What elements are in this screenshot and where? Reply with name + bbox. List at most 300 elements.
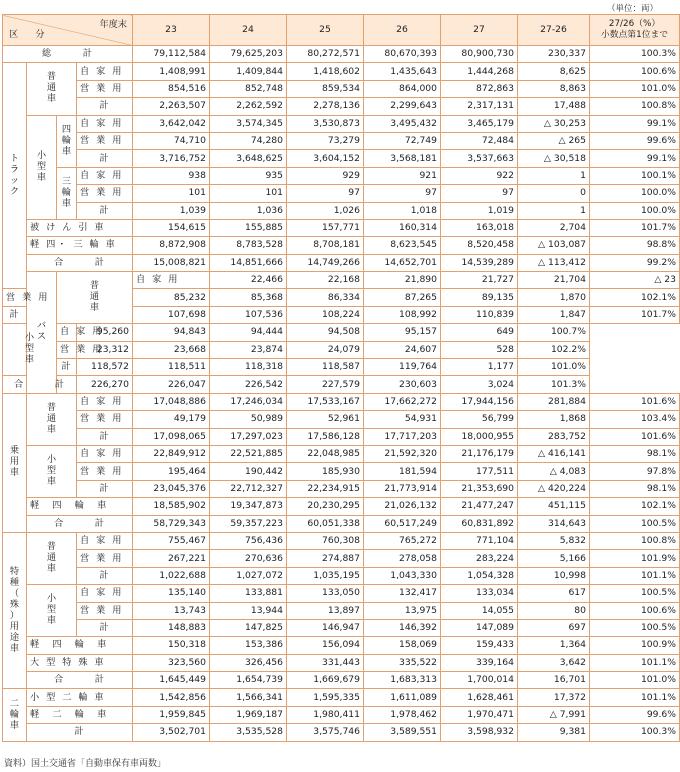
header-year: 23 bbox=[133, 15, 210, 46]
table-row bbox=[3, 167, 680, 184]
ratio-cell: 101.6% bbox=[590, 393, 680, 410]
value-cell: 153,386 bbox=[210, 637, 287, 654]
value-cell: 17,098,065 bbox=[133, 428, 210, 445]
value-cell: 14,652,701 bbox=[364, 254, 441, 271]
value-cell: 22,048,985 bbox=[287, 445, 364, 462]
value-cell: 872,863 bbox=[441, 80, 518, 97]
value-cell: 1,039 bbox=[133, 202, 210, 219]
value-cell: 85,368 bbox=[210, 289, 287, 306]
table-row bbox=[3, 237, 680, 254]
value-cell: 326,456 bbox=[210, 654, 287, 671]
value-cell: 190,442 bbox=[210, 463, 287, 480]
value-cell: 147,089 bbox=[441, 619, 518, 636]
sub-label: 小 型 車 bbox=[24, 332, 35, 366]
sub-label: 普 通 車 bbox=[46, 71, 57, 105]
vehicle-count-table bbox=[2, 14, 680, 742]
ratio-cell: 101.9% bbox=[590, 550, 680, 567]
sub-kogata bbox=[27, 445, 77, 497]
value-cell: 60,517,249 bbox=[364, 515, 441, 532]
value-cell: 765,272 bbox=[364, 532, 441, 549]
diff-cell: 17,372 bbox=[518, 689, 590, 706]
value-cell: 1,035,195 bbox=[287, 567, 364, 584]
value-cell: 227,579 bbox=[287, 376, 364, 393]
value-cell: 52,961 bbox=[287, 411, 364, 428]
value-cell: 921 bbox=[364, 167, 441, 184]
value-cell: 1,980,411 bbox=[287, 706, 364, 723]
table-row bbox=[3, 428, 680, 445]
value-cell: 158,069 bbox=[364, 637, 441, 654]
diff-cell: 17,488 bbox=[518, 98, 590, 115]
value-cell: 118,587 bbox=[287, 359, 364, 376]
table-row bbox=[3, 115, 680, 132]
diff-cell: 1,177 bbox=[441, 359, 518, 376]
value-cell: 1,969,187 bbox=[210, 706, 287, 723]
value-cell: 85,232 bbox=[133, 289, 210, 306]
value-cell: 154,615 bbox=[133, 219, 210, 236]
value-cell: 155,885 bbox=[210, 219, 287, 236]
header-row bbox=[3, 15, 680, 46]
row-label: 計 bbox=[77, 428, 133, 445]
table-row bbox=[3, 637, 680, 654]
diff-cell: 314,643 bbox=[518, 515, 590, 532]
value-cell: 226,542 bbox=[210, 376, 287, 393]
diff-cell: 1,870 bbox=[518, 289, 590, 306]
table-row bbox=[3, 654, 680, 671]
value-cell: 72,484 bbox=[441, 132, 518, 149]
value-cell: 148,883 bbox=[133, 619, 210, 636]
value-cell: 101 bbox=[133, 185, 210, 202]
value-cell: 163,018 bbox=[441, 219, 518, 236]
table-row bbox=[3, 445, 680, 462]
value-cell: 922 bbox=[441, 167, 518, 184]
value-cell: 20,230,295 bbox=[287, 498, 364, 515]
row-label: 自 家 用 bbox=[77, 445, 133, 462]
value-cell: 54,931 bbox=[364, 411, 441, 428]
value-cell: 854,516 bbox=[133, 80, 210, 97]
value-cell: 95,260 bbox=[77, 324, 133, 341]
value-cell: 21,026,132 bbox=[364, 498, 441, 515]
value-cell: 1,669,679 bbox=[287, 672, 364, 689]
value-cell: 1,036 bbox=[210, 202, 287, 219]
value-cell: 133,881 bbox=[210, 585, 287, 602]
value-cell: 150,318 bbox=[133, 637, 210, 654]
value-cell: 15,008,821 bbox=[133, 254, 210, 271]
value-cell: 760,308 bbox=[287, 532, 364, 549]
value-cell: 3,642,042 bbox=[133, 115, 210, 132]
value-cell: 17,533,167 bbox=[287, 393, 364, 410]
row-label: 自 家 用 bbox=[57, 324, 77, 341]
value-cell: 60,051,338 bbox=[287, 515, 364, 532]
diff-cell: 8,625 bbox=[518, 63, 590, 80]
value-cell: 1,418,602 bbox=[287, 63, 364, 80]
diff-cell: 281,884 bbox=[518, 393, 590, 410]
value-cell: 3,502,701 bbox=[133, 724, 210, 741]
value-cell: 323,560 bbox=[133, 654, 210, 671]
ratio-cell: 98.1% bbox=[590, 480, 680, 497]
row-label: 計 bbox=[3, 306, 27, 323]
value-cell: 226,270 bbox=[77, 376, 133, 393]
value-cell: 22,168 bbox=[287, 272, 364, 289]
diff-cell: 3,642 bbox=[518, 654, 590, 671]
ratio-cell: 101.7% bbox=[590, 219, 680, 236]
value-cell: 21,773,914 bbox=[364, 480, 441, 497]
diff-cell: 9,381 bbox=[518, 724, 590, 741]
table-row bbox=[3, 324, 680, 341]
table-row bbox=[3, 219, 680, 236]
diff-cell: 1,847 bbox=[518, 306, 590, 323]
header-diff: 27-26 bbox=[518, 15, 590, 46]
row-label: 計 bbox=[77, 619, 133, 636]
row-label: 大 型 特 殊 車 bbox=[27, 654, 133, 671]
value-cell: 1,019 bbox=[441, 202, 518, 219]
value-cell: 118,318 bbox=[210, 359, 287, 376]
value-cell: 118,572 bbox=[77, 359, 133, 376]
header-year: 27 bbox=[441, 15, 518, 46]
value-cell: 771,104 bbox=[441, 532, 518, 549]
value-cell: 3,648,625 bbox=[210, 150, 287, 167]
value-cell: 14,851,666 bbox=[210, 254, 287, 271]
row-label: 自 家 用 bbox=[77, 393, 133, 410]
row-label: 被 け ん 引 車 bbox=[27, 219, 133, 236]
value-cell: 938 bbox=[133, 167, 210, 184]
value-cell: 3,574,345 bbox=[210, 115, 287, 132]
value-cell: 14,055 bbox=[441, 602, 518, 619]
value-cell: 94,444 bbox=[210, 324, 287, 341]
value-cell: 1,054,328 bbox=[441, 567, 518, 584]
sub-sanrin bbox=[57, 167, 77, 219]
value-cell: 2,317,131 bbox=[441, 98, 518, 115]
header-ratio-line1: 27/26（%） bbox=[608, 19, 661, 29]
ratio-cell: 100.5% bbox=[590, 585, 680, 602]
row-label: 計 bbox=[27, 724, 133, 741]
diff-cell: 5,166 bbox=[518, 550, 590, 567]
value-cell: 8,520,458 bbox=[441, 237, 518, 254]
value-cell: 3,589,551 bbox=[364, 724, 441, 741]
unit-note: （単位：両） bbox=[606, 4, 658, 14]
value-cell: 13,743 bbox=[133, 602, 210, 619]
group-label: 特 種 （ 殊 ） 用 途 車 bbox=[9, 565, 20, 654]
value-cell: 1,026 bbox=[287, 202, 364, 219]
sub-yonrin bbox=[57, 115, 77, 167]
diff-cell: △ 7,991 bbox=[518, 706, 590, 723]
value-cell: 23,874 bbox=[210, 341, 287, 358]
ratio-cell: 99.1% bbox=[590, 150, 680, 167]
diff-cell: 697 bbox=[518, 619, 590, 636]
ratio-cell: 101.0% bbox=[590, 80, 680, 97]
sub-label: 小 型 車 bbox=[36, 149, 47, 183]
value-cell: 21,727 bbox=[441, 272, 518, 289]
table-row bbox=[3, 480, 680, 497]
row-label: 軽 四 輪 車 bbox=[27, 498, 133, 515]
table-row bbox=[3, 585, 680, 602]
ratio-cell: 100.3% bbox=[590, 46, 680, 63]
value-cell: 21,477,247 bbox=[441, 498, 518, 515]
value-cell: 79,625,203 bbox=[210, 46, 287, 63]
sub-kogata bbox=[27, 115, 57, 219]
value-cell: 278,058 bbox=[364, 550, 441, 567]
value-cell: 97 bbox=[287, 185, 364, 202]
row-label: 計 bbox=[77, 480, 133, 497]
value-cell: 181,594 bbox=[364, 463, 441, 480]
value-cell: 74,280 bbox=[210, 132, 287, 149]
group-passenger bbox=[3, 393, 27, 532]
value-cell: 185,930 bbox=[287, 463, 364, 480]
row-label: 自 家 用 bbox=[77, 63, 133, 80]
value-cell: 2,299,643 bbox=[364, 98, 441, 115]
row-label: 営 業 用 bbox=[77, 80, 133, 97]
ratio-cell: 98.8% bbox=[590, 237, 680, 254]
value-cell: 859,534 bbox=[287, 80, 364, 97]
value-cell: 1,566,341 bbox=[210, 689, 287, 706]
value-cell: 101 bbox=[210, 185, 287, 202]
value-cell: 110,839 bbox=[441, 306, 518, 323]
value-cell: 24,079 bbox=[287, 341, 364, 358]
group-label: ト ラ ッ ク bbox=[9, 152, 20, 197]
header-ratio-line2: 小数点第1位まで bbox=[600, 30, 669, 40]
row-label: 総 計 bbox=[3, 46, 133, 63]
value-cell: 3,604,152 bbox=[287, 150, 364, 167]
value-cell: 119,764 bbox=[364, 359, 441, 376]
ratio-cell: 99.6% bbox=[590, 706, 680, 723]
ratio-cell: 101.1% bbox=[590, 689, 680, 706]
value-cell: 1,043,330 bbox=[364, 567, 441, 584]
value-cell: 226,047 bbox=[133, 376, 210, 393]
value-cell: 1,595,335 bbox=[287, 689, 364, 706]
diff-cell: 8,863 bbox=[518, 80, 590, 97]
row-label: 自 家 用 bbox=[77, 167, 133, 184]
diff-cell: 649 bbox=[441, 324, 518, 341]
row-label: 自 家 用 bbox=[77, 115, 133, 132]
row-label: 営 業 用 bbox=[57, 341, 77, 358]
row-label: 合 計 bbox=[27, 672, 133, 689]
ratio-cell: 100.6% bbox=[590, 602, 680, 619]
value-cell: 864,000 bbox=[364, 80, 441, 97]
value-cell: 49,179 bbox=[133, 411, 210, 428]
value-cell: 1,970,471 bbox=[441, 706, 518, 723]
value-cell: 17,662,272 bbox=[364, 393, 441, 410]
value-cell: 56,799 bbox=[441, 411, 518, 428]
table-row bbox=[3, 724, 680, 741]
diff-cell: 617 bbox=[518, 585, 590, 602]
value-cell: 24,607 bbox=[364, 341, 441, 358]
value-cell: 3,598,932 bbox=[441, 724, 518, 741]
ratio-cell: 100.7% bbox=[518, 324, 590, 341]
value-cell: 335,522 bbox=[364, 654, 441, 671]
header-year: 26 bbox=[364, 15, 441, 46]
value-cell: 331,443 bbox=[287, 654, 364, 671]
value-cell: 107,698 bbox=[133, 306, 210, 323]
value-cell: 160,314 bbox=[364, 219, 441, 236]
value-cell: 135,140 bbox=[133, 585, 210, 602]
value-cell: 146,392 bbox=[364, 619, 441, 636]
diff-cell: △ 420,224 bbox=[518, 480, 590, 497]
value-cell: 3,535,528 bbox=[210, 724, 287, 741]
table-row bbox=[3, 46, 680, 63]
row-label: 計 bbox=[77, 150, 133, 167]
value-cell: 3,716,752 bbox=[133, 150, 210, 167]
table-row bbox=[3, 63, 680, 80]
sub-label: 普 通 車 bbox=[46, 541, 57, 575]
ratio-cell: 99.2% bbox=[590, 254, 680, 271]
value-cell: 3,575,746 bbox=[287, 724, 364, 741]
sub-label: 小 型 車 bbox=[46, 454, 57, 488]
diff-cell: 1 bbox=[518, 202, 590, 219]
value-cell: 97 bbox=[441, 185, 518, 202]
value-cell: 157,771 bbox=[287, 219, 364, 236]
value-cell: 2,263,507 bbox=[133, 98, 210, 115]
value-cell: 14,539,289 bbox=[441, 254, 518, 271]
value-cell: 1,408,991 bbox=[133, 63, 210, 80]
ratio-cell: 101.6% bbox=[590, 428, 680, 445]
diff-cell: 3,024 bbox=[441, 376, 518, 393]
table-row bbox=[3, 567, 680, 584]
value-cell: 87,265 bbox=[364, 289, 441, 306]
row-label: 自 家 用 bbox=[77, 532, 133, 549]
value-cell: 935 bbox=[210, 167, 287, 184]
ratio-cell: 99.1% bbox=[590, 115, 680, 132]
value-cell: 1,435,643 bbox=[364, 63, 441, 80]
sub-futsu bbox=[27, 532, 77, 584]
value-cell: 267,221 bbox=[133, 550, 210, 567]
value-cell: 17,717,203 bbox=[364, 428, 441, 445]
value-cell: 2,278,136 bbox=[287, 98, 364, 115]
value-cell: 1,022,688 bbox=[133, 567, 210, 584]
table-row bbox=[3, 150, 680, 167]
ratio-cell: 102.1% bbox=[590, 289, 680, 306]
group-label: バ ス bbox=[36, 320, 47, 343]
diff-cell: 16,701 bbox=[518, 672, 590, 689]
ratio-cell: 103.4% bbox=[590, 411, 680, 428]
value-cell: 17,246,034 bbox=[210, 393, 287, 410]
ratio-cell: 101.0% bbox=[518, 359, 590, 376]
table-row bbox=[3, 272, 680, 289]
ratio-cell: 100.5% bbox=[590, 619, 680, 636]
value-cell: 8,872,908 bbox=[133, 237, 210, 254]
value-cell: 18,585,902 bbox=[133, 498, 210, 515]
value-cell: 108,992 bbox=[364, 306, 441, 323]
value-cell: 929 bbox=[287, 167, 364, 184]
ratio-cell: 100.5% bbox=[590, 515, 680, 532]
sub-label: 小 型 車 bbox=[46, 593, 57, 627]
row-label: 営 業 用 bbox=[77, 550, 133, 567]
table-row bbox=[3, 706, 680, 723]
table-row bbox=[3, 393, 680, 410]
value-cell: 1,444,268 bbox=[441, 63, 518, 80]
value-cell: 177,511 bbox=[441, 463, 518, 480]
table-row bbox=[3, 463, 680, 480]
sub-label: 普 通 車 bbox=[89, 280, 100, 314]
header-year: 25 bbox=[287, 15, 364, 46]
diff-cell: △ 416,141 bbox=[518, 445, 590, 462]
value-cell: 94,843 bbox=[133, 324, 210, 341]
row-label: 営 業 用 bbox=[77, 411, 133, 428]
value-cell: 17,586,128 bbox=[287, 428, 364, 445]
value-cell: 21,890 bbox=[364, 272, 441, 289]
value-cell: 756,436 bbox=[210, 532, 287, 549]
value-cell: 80,272,571 bbox=[287, 46, 364, 63]
diff-cell: △ 30,253 bbox=[518, 115, 590, 132]
diff-cell: 0 bbox=[518, 185, 590, 202]
header-year: 24 bbox=[210, 15, 287, 46]
value-cell: 132,417 bbox=[364, 585, 441, 602]
ratio-cell: 99.6% bbox=[590, 132, 680, 149]
ratio-cell: 98.1% bbox=[590, 445, 680, 462]
row-label: 営 業 用 bbox=[77, 602, 133, 619]
value-cell: 22,849,912 bbox=[133, 445, 210, 462]
table-row bbox=[3, 98, 680, 115]
table-row bbox=[3, 185, 680, 202]
value-cell: 108,224 bbox=[287, 306, 364, 323]
value-cell: 159,433 bbox=[441, 637, 518, 654]
value-cell: 133,034 bbox=[441, 585, 518, 602]
sub-label: 四 輪 車 bbox=[61, 123, 72, 157]
diff-cell: 2,704 bbox=[518, 219, 590, 236]
table-row bbox=[3, 550, 680, 567]
row-label: 営 業 用 bbox=[77, 132, 133, 149]
value-cell: 1,959,845 bbox=[133, 706, 210, 723]
value-cell: 19,347,873 bbox=[210, 498, 287, 515]
row-label: 軽 四 輪 車 bbox=[27, 637, 133, 654]
value-cell: 21,353,690 bbox=[441, 480, 518, 497]
value-cell: 95,157 bbox=[364, 324, 441, 341]
value-cell: 8,708,181 bbox=[287, 237, 364, 254]
value-cell: 22,466 bbox=[210, 272, 287, 289]
value-cell: 8,783,528 bbox=[210, 237, 287, 254]
row-label: 計 bbox=[57, 359, 77, 376]
table-row bbox=[3, 202, 680, 219]
value-cell: 3,465,179 bbox=[441, 115, 518, 132]
ratio-cell: 97.8% bbox=[590, 463, 680, 480]
table-row bbox=[3, 132, 680, 149]
value-cell: 94,508 bbox=[287, 324, 364, 341]
diff-cell: 230,337 bbox=[518, 46, 590, 63]
value-cell: 21,704 bbox=[518, 272, 590, 289]
value-cell: 147,825 bbox=[210, 619, 287, 636]
value-cell: 1,683,313 bbox=[364, 672, 441, 689]
value-cell: 8,623,545 bbox=[364, 237, 441, 254]
header-diagonal-cell bbox=[3, 15, 133, 46]
value-cell: 1,542,856 bbox=[133, 689, 210, 706]
ratio-cell: 101.1% bbox=[590, 567, 680, 584]
diff-cell: △ 265 bbox=[518, 132, 590, 149]
table-row bbox=[3, 80, 680, 97]
value-cell: 852,748 bbox=[210, 80, 287, 97]
value-cell: 17,944,156 bbox=[441, 393, 518, 410]
value-cell: 18,000,955 bbox=[441, 428, 518, 445]
ratio-cell: 101.3% bbox=[518, 376, 590, 393]
group-truck bbox=[3, 63, 27, 289]
value-cell: 17,297,023 bbox=[210, 428, 287, 445]
value-cell: 17,048,886 bbox=[133, 393, 210, 410]
header-ratio bbox=[590, 15, 680, 46]
value-cell: 79,112,584 bbox=[133, 46, 210, 63]
ratio-cell: 101.0% bbox=[590, 672, 680, 689]
value-cell: 755,467 bbox=[133, 532, 210, 549]
sub-kogata bbox=[27, 585, 77, 637]
row-label: 合 計 bbox=[3, 376, 77, 393]
value-cell: 1,654,739 bbox=[210, 672, 287, 689]
value-cell: 1,018 bbox=[364, 202, 441, 219]
ratio-cell: 101.7% bbox=[590, 306, 680, 323]
diff-cell: 1 bbox=[518, 167, 590, 184]
value-cell: 89,135 bbox=[441, 289, 518, 306]
ratio-cell: 100.8% bbox=[590, 98, 680, 115]
value-cell: 97 bbox=[364, 185, 441, 202]
row-label: 合 計 bbox=[27, 254, 133, 271]
row-label: 計 bbox=[77, 202, 133, 219]
table-row bbox=[3, 411, 680, 428]
group-special bbox=[3, 532, 27, 689]
